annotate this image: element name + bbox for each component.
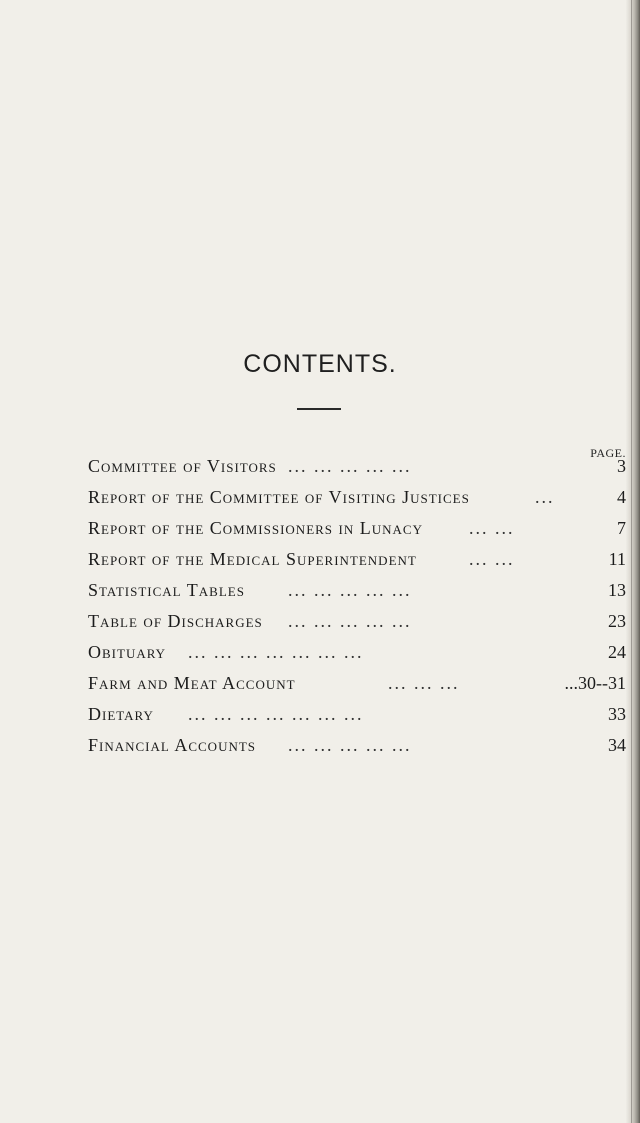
toc-entry-leader-dots: ... ... ... ... ... xyxy=(288,580,412,600)
toc-entry-report-visiting-justices xyxy=(88,487,626,518)
page-column-header: PAGE. xyxy=(590,446,626,460)
toc-entry-page: 24 xyxy=(608,642,626,662)
toc-entry-report-commissioners-lunacy xyxy=(88,518,626,549)
toc-entry-title: Report of the Medical Superintendent xyxy=(88,549,417,569)
page-edge-shadow xyxy=(626,0,640,1123)
toc-entry-title: Farm and Meat Account xyxy=(88,673,296,693)
toc-entry-financial-accounts xyxy=(88,735,626,766)
toc-entry-title: Obituary xyxy=(88,642,167,662)
toc-entry-table-of-discharges xyxy=(88,611,626,642)
toc-entry-leader-dots: ... ... ... ... ... xyxy=(288,456,412,476)
toc-entry-leader-dots: ... ... xyxy=(469,518,515,538)
toc-entry-page: 33 xyxy=(608,704,626,724)
toc-entry-committee-of-visitors xyxy=(88,456,626,487)
toc-entry-page: 11 xyxy=(608,549,626,569)
toc-entry-report-medical-superintendent xyxy=(88,549,626,580)
toc-entry-title: Financial Accounts xyxy=(88,735,257,755)
toc-entry-dietary xyxy=(88,704,626,735)
toc-entry-leader-dots: ... ... xyxy=(469,549,515,569)
toc-entry-page: 13 xyxy=(608,580,626,600)
page-edge-line xyxy=(631,0,632,1123)
contents-title: CONTENTS. xyxy=(243,350,397,378)
toc-entry-leader-dots: ... ... ... ... ... xyxy=(288,611,412,631)
toc-entry-leader-dots: ... ... ... xyxy=(388,673,460,693)
toc-entry-page: 3 xyxy=(617,456,626,476)
toc-entry-title: Report of the Committee of Visiting Justices xyxy=(88,487,470,507)
toc-entry-page: ...30--31 xyxy=(564,673,626,693)
toc-entry-title: Table of Discharges xyxy=(88,611,263,631)
toc-entry-page: 7 xyxy=(617,518,626,538)
title-rule xyxy=(297,408,341,410)
toc-entry-title: Report of the Commissioners in Lunacy xyxy=(88,518,423,538)
toc-entry-page: 34 xyxy=(608,735,626,755)
toc-entry-page: 4 xyxy=(617,487,626,507)
toc-entry-leader-dots: ... ... ... ... ... ... ... xyxy=(188,704,364,724)
toc-entry-statistical-tables xyxy=(88,580,626,611)
table-of-contents xyxy=(88,456,626,766)
toc-entry-leader-dots: ... ... ... ... ... xyxy=(288,735,412,755)
toc-entry-obituary xyxy=(88,642,626,673)
toc-entry-leader-dots: ... ... ... ... ... ... ... xyxy=(188,642,364,662)
toc-entry-title: Dietary xyxy=(88,704,154,724)
toc-entry-title: Committee of Visitors xyxy=(88,456,277,476)
toc-entry-leader-dots: ... xyxy=(535,487,555,507)
toc-entry-title: Statistical Tables xyxy=(88,580,245,600)
toc-entry-farm-and-meat-account xyxy=(88,673,626,704)
toc-entry-page: 23 xyxy=(608,611,626,631)
